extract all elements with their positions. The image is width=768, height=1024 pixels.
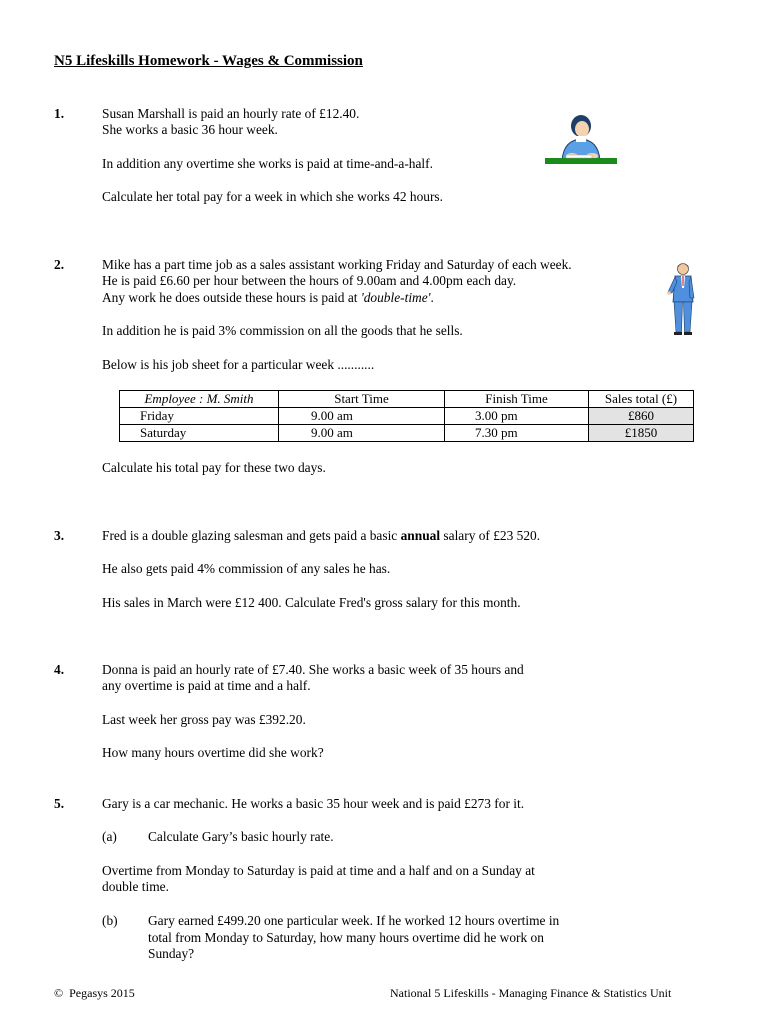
q1-line-4: Calculate her total pay for a week in which she works 42 hours. bbox=[102, 189, 443, 204]
man-standing-icon bbox=[664, 262, 700, 338]
q2-line-4: In addition he is paid 3% commission on all the goods that he sells. bbox=[102, 323, 463, 338]
q5-line-1: Gary is a car mechanic. He works a basic 35 hour week and is paid £273 for it. bbox=[102, 796, 525, 811]
cell-start: 9.00 am bbox=[279, 425, 445, 442]
q1-line-1: Susan Marshall is paid an hourly rate of £12.40. bbox=[102, 106, 360, 121]
woman-writing-icon bbox=[542, 112, 620, 168]
q5-part-b-line-1: Gary earned £499.20 one particular week. If he worked 12 hours overtime in bbox=[148, 913, 560, 928]
q4-line-2: any overtime is paid at time and a half. bbox=[102, 678, 311, 693]
cell-day: Saturday bbox=[120, 425, 279, 442]
q1-line-3: In addition any overtime she works is paid at time-and-a-half. bbox=[102, 156, 433, 171]
q4-number: 4. bbox=[54, 662, 65, 677]
footer-right: National 5 Lifeskills - Managing Finance & Statistics Unit bbox=[390, 986, 672, 1000]
header-start-time: Start Time bbox=[279, 391, 445, 408]
q5-part-b-label: (b) bbox=[102, 913, 118, 928]
cell-sales: £1850 bbox=[589, 425, 694, 442]
q5-line-2: Overtime from Monday to Saturday is paid at time and a half and on a Sunday at bbox=[102, 863, 535, 878]
q2-line-2: He is paid £6.60 per hour between the hours of 9.00am and 4.00pm each day. bbox=[102, 273, 517, 288]
q3-number: 3. bbox=[54, 528, 65, 543]
header-finish-time: Finish Time bbox=[445, 391, 589, 408]
q2-line-3: Any work he does outside these hours is paid at 'double-time'. bbox=[102, 290, 434, 305]
table-row bbox=[120, 425, 694, 442]
q5-part-b-line-3: Sunday? bbox=[148, 946, 195, 961]
q4-line-4: How many hours overtime did she work? bbox=[102, 745, 324, 760]
q5-part-a-text: Calculate Gary’s basic hourly rate. bbox=[148, 829, 334, 844]
q5-part-a-label: (a) bbox=[102, 829, 117, 844]
cell-finish: 3.00 pm bbox=[445, 408, 589, 425]
cell-sales: £860 bbox=[589, 408, 694, 425]
footer-publisher: Pegasys 2015 bbox=[69, 986, 135, 1000]
cell-start: 9.00 am bbox=[279, 408, 445, 425]
q3-line-1: Fred is a double glazing salesman and gets paid a basic annual salary of £23 520. bbox=[102, 528, 541, 543]
q3-line-3: His sales in March were £12 400. Calculate Fred's gross salary for this month. bbox=[102, 595, 521, 610]
cell-day: Friday bbox=[120, 408, 279, 425]
page-title: N5 Lifeskills Homework - Wages & Commission bbox=[54, 53, 363, 69]
q2-line-5: Below is his job sheet for a particular week ........... bbox=[102, 357, 375, 372]
q3-line-2: He also gets paid 4% commission of any sales he has. bbox=[102, 561, 391, 576]
q5-part-b-line-2: total from Monday to Saturday, how many hours overtime did he work on bbox=[148, 930, 544, 945]
job-sheet-table bbox=[119, 390, 694, 442]
header-sales-total: Sales total (£) bbox=[589, 391, 694, 408]
table-header-row bbox=[120, 391, 694, 408]
q2-line-6: Calculate his total pay for these two days. bbox=[102, 460, 326, 475]
q4-line-1: Donna is paid an hourly rate of £7.40. She works a basic week of 35 hours and bbox=[102, 662, 524, 677]
q5-number: 5. bbox=[54, 796, 65, 811]
q1-number: 1. bbox=[54, 106, 65, 121]
q2-line-1: Mike has a part time job as a sales assistant working Friday and Saturday of each week. bbox=[102, 257, 572, 272]
footer-left bbox=[54, 985, 135, 1001]
q5-line-3: double time. bbox=[102, 879, 169, 894]
q2-number: 2. bbox=[54, 257, 65, 272]
table-row bbox=[120, 408, 694, 425]
header-employee: Employee : M. Smith bbox=[120, 391, 279, 408]
q4-line-3: Last week her gross pay was £392.20. bbox=[102, 712, 306, 727]
q1-line-2: She works a basic 36 hour week. bbox=[102, 122, 278, 137]
cell-finish: 7.30 pm bbox=[445, 425, 589, 442]
copyright-icon: © bbox=[54, 986, 64, 1000]
